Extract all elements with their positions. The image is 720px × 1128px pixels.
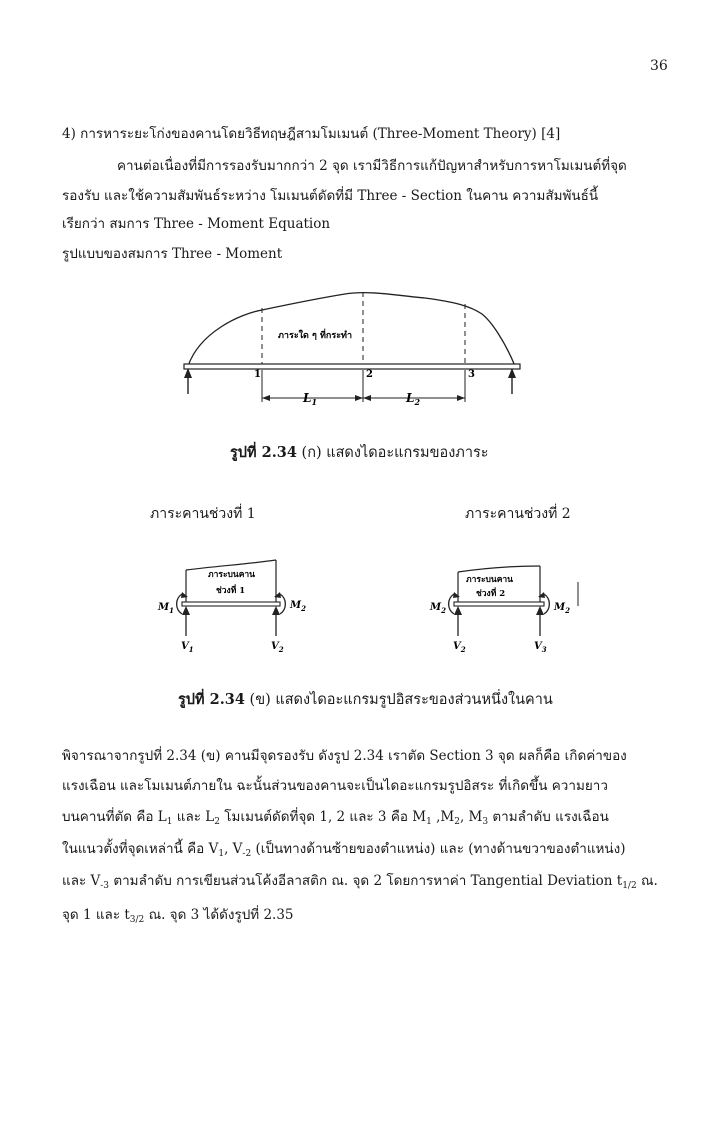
load-label-right-2: ช่วงที่ 2 (476, 589, 506, 599)
body-line-5: และ $V_{-3}$ ตามลำดับ การเขียนส่วนโค้งอีลาสติก ณ. จุด 2 โดยการหาค่า Tangential Deviation $t_{1/2}$ ณ. (62, 873, 658, 891)
body-line-6: จุด 1 และ $t_{3/2}$ ณ. จุด 3 ได้ดังรูปที่ 2.35 (62, 907, 294, 925)
label-m2-right: $M_2$ (430, 602, 446, 615)
label-v2-right: $V_2$ (453, 641, 466, 654)
point-label-1: 1 (254, 369, 261, 380)
figure-load-diagram (170, 272, 530, 412)
intro-line-2: รองรับ และใช้ความสัมพันธ์ระหว่าง โมเมนต์ดัดที่มี Three - Section ในคาน ความสัมพันธ์นี้ (62, 188, 599, 204)
label-v1: $V_1$ (181, 641, 194, 654)
intro-line-3: เรียกว่า สมการ Three - Moment Equation (62, 216, 331, 232)
beam-segment-1 (182, 602, 280, 606)
caption-fig-a: รูปที่ 2.34 (ก) แสดงไดอะแกรมของภาระ (230, 444, 489, 461)
body-line-2: แรงเฉือน และโมเมนต์ภายใน ฉะนั้นส่วนของคานจะเป็นไดอะแกรมรูปอิสระ ที่เกิดขึ้น ความยาว (62, 778, 608, 794)
load-label: ภาระใด ๆ ที่กระทำ (278, 331, 353, 341)
load-label-right-1: ภาระบนคาน (466, 575, 513, 585)
label-m1: $M_1$ (158, 602, 174, 615)
right-segment-title: ภาระคานช่วงที่ 2 (465, 506, 571, 522)
label-v2: $V_2$ (271, 641, 284, 654)
label-m3: $M_2$ (554, 602, 570, 615)
load-label-left-2: ช่วงที่ 1 (216, 586, 246, 596)
section-heading: 4) การหาระยะโก่งของคานโดยวิธีทฤษฎีสามโมเมนต์ (Three-Moment Theory) [4] (62, 126, 561, 142)
body-line-4: ในแนวตั้งที่จุดเหล่านี้ คือ $V_1$, $V_{-2}$ (เป็นทางด้านซ้ายของตำแหน่ง) และ (ทางด้านขวาของตำแหน่ง) (62, 841, 626, 859)
body-line-1: พิจารณาจากรูปที่ 2.34 (ข) คานมีจุดรองรับ ดังรูป 2.34 เราตัด Section 3 จุด ผลก็คือ เกิดค่าของ (62, 748, 627, 764)
figure-free-body-left (148, 548, 338, 658)
left-segment-title: ภาระคานช่วงที่ 1 (150, 506, 256, 522)
span-label-l1: $L_1$ (303, 391, 318, 407)
intro-line-1: คานต่อเนื่องที่มีการรองรับมากกว่า 2 จุด เรามีวิธีการแก้ปัญหาสำหรับการหาโมเมนต์ที่จุด (117, 158, 627, 174)
label-v3: $V_3$ (534, 641, 547, 654)
beam-segment-2 (454, 602, 544, 606)
point-label-2: 2 (366, 369, 373, 380)
body-line-3: บนคานที่ตัด คือ $L_1$ และ $L_2$ โมเมนต์ดัดที่จุด 1, 2 และ 3 คือ $M_1$ $,M_2$, $M_3$ ตามลำดับ แรงเฉือน (62, 809, 609, 827)
intro-line-4: รูปแบบของสมการ Three - Moment (62, 246, 283, 262)
page-number: 36 (650, 58, 668, 74)
span-label-l2: $L_2$ (406, 391, 421, 407)
figure-free-body-right (420, 548, 600, 658)
caption-fig-b: รูปที่ 2.34 (ข) แสดงไดอะแกรมรูปอิสระของส่วนหนึ่งในคาน (178, 691, 553, 708)
label-m2: $M_2$ (290, 600, 306, 613)
load-label-left-1: ภาระบนคาน (208, 570, 255, 580)
point-label-3: 3 (468, 369, 475, 380)
load-curve (188, 293, 515, 366)
